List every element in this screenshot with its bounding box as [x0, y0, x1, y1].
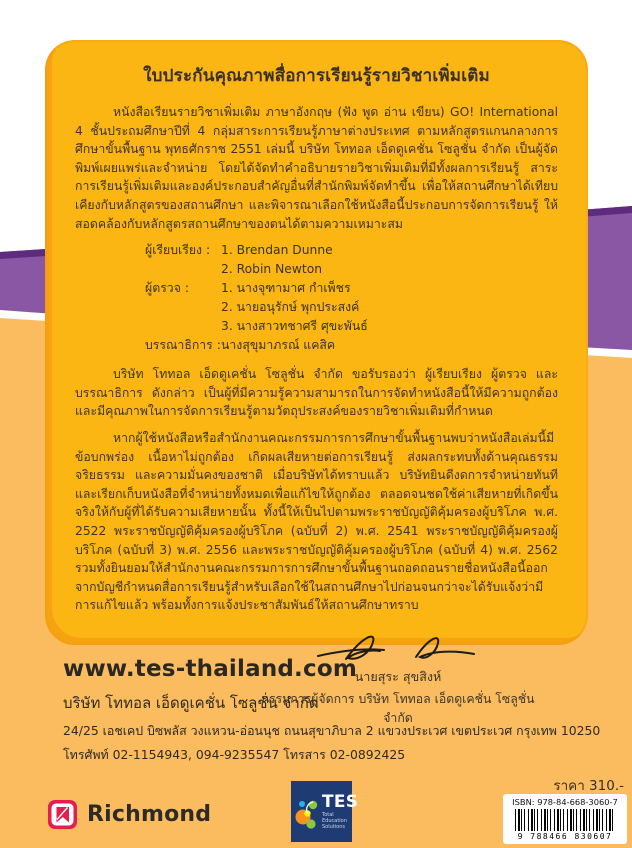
signatory-name: นายสุระ สุขสิงห์	[354, 668, 442, 684]
credit-values-compilers	[221, 241, 333, 279]
signatory-title: กรรมการผู้จัดการ บริษัท โททอล เอ็ดดูเคชั่น โซลูชั่น จำกัด	[261, 691, 535, 725]
tes-text-column	[322, 791, 359, 830]
company-address: 24/25 เอชเคป บิซพลัส วงแหวน-อ่อนนุช ถนนสุขาภิบาล 2 แขวงประเวศ เขตประเวศ กรุงเทพ 10250	[63, 723, 601, 738]
credit-row-editor	[145, 336, 558, 355]
editor-name: นางสุขุมาภรณ์ แคสิค	[221, 338, 336, 353]
barcode-digits: 9 788466 830607	[517, 832, 613, 841]
credit-values-editor	[221, 336, 335, 355]
credit-values-reviewers	[221, 279, 368, 336]
isbn-number: ISBN: 978-84-668-3060-7	[512, 797, 618, 807]
isbn-barcode-box	[503, 794, 627, 844]
compiler-name: 1. Brendan Dunne	[221, 243, 333, 258]
certificate-paragraph-2: บริษัท โททอล เอ็ดดูเคชั่น โซลูชั่น จำกัด ขอรับรองว่า ผู้เรียบเรียง ผู้ตรวจ และบรรณาธิการ ดังกล่าว เป็นผู้ที่มีความรู้ความสามารถในการจัดทำหนังสือนี้ให้มีความถูกต้องและมีคุณภาพในการจัดการเรียนรู้ตามวัตถุประสงค์ของรายวิชาเพิ่มเติมที่กำหนด	[75, 367, 558, 419]
website-url: www.tes-thailand.com	[63, 656, 357, 682]
company-phone-fax: โทรศัพท์ 02-1154943, 094-9235547 โทรสาร 02-0892425	[63, 747, 406, 762]
richmond-logo	[47, 799, 211, 830]
richmond-icon	[47, 799, 78, 830]
reviewer-name: 2. นายอนุรักษ์ พุกประสงค์	[221, 300, 360, 315]
credit-row-compilers	[145, 241, 558, 279]
certificate-paragraph-1: หนังสือเรียนรายวิชาเพิ่มเติม ภาษาอังกฤษ (ฟัง พูด อ่าน เขียน) GO! International 4 ชั้นประถมศึกษาปีที่ 4 กลุ่มสาระการเรียนรู้ภาษาต่างประเทศ ตามหลักสูตรแกนกลางการศึกษาขั้นพื้นฐาน พุทธศักราช 2551 เล่มนี้ บริษัท โททอล เอ็ดดูเคชั่น โซลูชั่น จำกัด เป็นผู้จัดพิมพ์เผยแพร่และจำหน่าย โดยได้จัดทำคำอธิบายรายวิชาเพิ่มเติมที่มีทั้งผลการเรียนรู้ สาระการเรียนรู้เพิ่มเติมและองค์ประกอบสำคัญอื่นที่สำนักพิมพ์จัดทำขึ้น เพื่อให้สถานศึกษาได้เทียบเคียงกับหลักสูตรของสถานศึกษา และพิจารณาเลือกใช้หนังสือนี้ประกอบการจัดการเรียนรู้ ให้สอดคล้องกับหลักสูตรสถานศึกษาของตนได้ตามความเหมาะสม	[75, 105, 558, 231]
tes-wordmark: TES	[322, 791, 359, 812]
credit-row-reviewers	[145, 279, 558, 336]
credit-label-editor: บรรณาธิการ :	[145, 338, 221, 353]
company-name: บริษัท โททอล เอ็ดดูเคชั่น โซลูชั่น จำกัด	[63, 694, 319, 712]
credit-label-reviewers: ผู้ตรวจ :	[145, 281, 189, 296]
tes-pinwheel-icon	[294, 794, 321, 830]
compiler-name: 2. Robin Newton	[221, 262, 323, 277]
price-label: ราคา 310.-	[553, 778, 624, 794]
credit-label-compilers: ผู้เรียบเรียง :	[145, 243, 211, 258]
certificate-paragraph-3: หากผู้ใช้หนังสือหรือสำนักงานคณะกรรมการการศึกษาขั้นพื้นฐานพบว่าหนังสือเล่มนี้มีข้อบกพร่อง เนื้อหาไม่ถูกต้อง เกิดผลเสียหายต่อการเรียนรู้ ส่งผลกระทบทั้งด้านคุณธรรม จริยธรรม และความมั่นคงของชาติ เมื่อบริษัทได้ทราบแล้ว บริษัทยินดีงดการจำหน่ายทันที และเรียกเก็บหนังสือที่จำหน่ายทั้งหมดเพื่อแก้ไขให้ถูกต้อง ตลอดจนชดใช้ค่าเสียหายที่เกิดขึ้นจริงให้กับผู้ที่ได้รับความเสียหายนั้น ทั้งนี้ให้เป็นไปตามพระราชบัญญัติคุ้มครองผู้บริโภค พ.ศ. 2522 พระราชบัญญัติคุ้มครองผู้บริโภค (ฉบับที่ 2) พ.ศ. 2541 พระราชบัญญัติคุ้มครองผู้บริโภค (ฉบับที่ 3) พ.ศ. 2556 และพระราชบัญญัติคุ้มครองผู้บริโภค (ฉบับที่ 4) พ.ศ. 2562 รวมทั้งยินยอมให้สำนักงานคณะกรรมการการศึกษาขั้นพื้นฐานถอดถอนรายชื่อหนังสือนี้ออกจากบัญชีกำหนดสื่อการเรียนรู้สำหรับเลือกใช้ในสถานศึกษาไปก่อนจนกว่าจะได้รับแจ้งว่ามีการแก้ไขแล้ว พร้อมทั้งการแจ้งประชาสัมพันธ์ให้สถานศึกษาทราบ	[75, 430, 558, 613]
tes-logo	[291, 781, 359, 842]
certificate-title: ใบประกันคุณภาพสื่อการเรียนรู้รายวิชาเพิ่มเติม	[143, 66, 490, 86]
publisher-footer	[63, 656, 600, 765]
credits-list	[145, 241, 558, 355]
tes-tagline: Total Education Solutions	[322, 811, 347, 830]
reviewer-name: 3. นางสาวทชาศรี ศุขะพันธ์	[221, 319, 368, 334]
reviewer-name: 1. นางจุฑามาศ กำเพ็ชร	[221, 281, 351, 296]
richmond-wordmark: Richmond	[87, 802, 212, 827]
barcode-image	[515, 809, 615, 831]
